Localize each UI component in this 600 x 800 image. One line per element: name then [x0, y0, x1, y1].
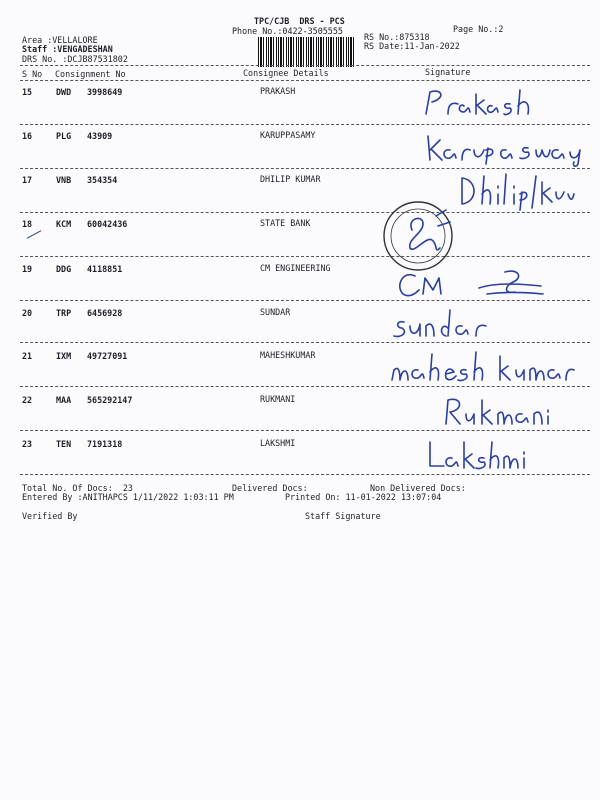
signature-prakash [420, 84, 560, 120]
row-divider [20, 256, 590, 257]
signature-maheshkumar [388, 350, 576, 386]
row-divider [20, 124, 590, 125]
row-consignment-code: VNB [56, 175, 72, 185]
col-header-signature: Signature [425, 67, 471, 77]
row-sno: 20 [22, 308, 33, 318]
row-divider [20, 342, 590, 343]
staff-label: Staff :VENGADESHAN [22, 44, 113, 54]
row-consignment-code: MAA [56, 395, 72, 405]
signature-cm-engineering [393, 264, 563, 304]
row-consignment-number: 6456928 [87, 308, 123, 318]
entered-by: Entered By :ANITHAPCS 1/11/2022 1:03:11 PM [22, 492, 234, 502]
rs-number: RS No.:875318 [364, 32, 430, 42]
signature-dhilip-kumar [456, 172, 576, 212]
staff-signature-label: Staff Signature [305, 511, 381, 521]
row-sno: 21 [22, 351, 33, 361]
row-consignee: SUNDAR [260, 307, 291, 317]
row-consignee: MAHESHKUMAR [260, 350, 316, 360]
row-consignment-number: 49727091 [87, 351, 128, 361]
row-sno: 22 [22, 395, 33, 405]
col-header-sno: S No [22, 69, 43, 79]
row-sno: 16 [22, 131, 33, 141]
area-label: Area :VELLALORE [22, 35, 98, 45]
delivered-docs: Delivered Docs: [232, 483, 308, 493]
signature-sundar [392, 306, 502, 344]
page-number: Page No.:2 [453, 24, 504, 34]
row-divider [20, 212, 590, 213]
printed-on: Printed On: 11-01-2022 13:07:04 [285, 492, 442, 502]
row-sno: 15 [22, 87, 33, 97]
verified-by: Verified By [22, 511, 78, 521]
row-consignment-code: KCM [56, 219, 72, 229]
row-consignment-number: 3998649 [87, 87, 123, 97]
row-divider [20, 386, 590, 387]
barcode [258, 37, 356, 67]
row-consignee: RUKMANI [260, 394, 296, 404]
rs-date: RS Date:11-Jan-2022 [364, 41, 460, 51]
row-consignee: CM ENGINEERING [260, 263, 331, 273]
row-consignment-number: 565292147 [87, 395, 133, 405]
col-header-consignment: Consignment No [55, 69, 126, 79]
divider [20, 474, 590, 475]
non-delivered-docs: Non Delivered Docs: [370, 483, 466, 493]
row-consignment-number: 60042436 [87, 219, 128, 229]
row-consignment-code: TRP [56, 308, 72, 318]
row-consignee: PRAKASH [260, 86, 296, 96]
row-divider [20, 430, 590, 431]
row-consignment-number: 354354 [87, 175, 118, 185]
drs-number: DRS No. :DCJB87531802 [22, 54, 128, 64]
row-sno: 18 [22, 219, 33, 229]
row-consignment-code: PLG [56, 131, 72, 141]
row-divider [20, 168, 590, 169]
row-consignment-code: DWD [56, 87, 72, 97]
col-header-consignee: Consignee Details [243, 68, 329, 78]
row-sno: 23 [22, 439, 33, 449]
row-consignment-code: TEN [56, 439, 72, 449]
row-consignment-code: DDG [56, 264, 72, 274]
row-consignee: STATE BANK [260, 218, 311, 228]
row-consignment-number: 7191318 [87, 439, 123, 449]
document-title: TPC/CJB DRS - PCS [254, 16, 345, 26]
phone-number: Phone No.:0422-3505555 [232, 26, 343, 36]
row-sno: 17 [22, 175, 33, 185]
divider [20, 80, 590, 81]
check-mark [27, 230, 42, 238]
row-consignee: LAKSHMI [260, 438, 296, 448]
signature-rukmani [440, 394, 560, 430]
signature-karuppasamy [424, 130, 589, 166]
row-consignment-number: 43909 [87, 131, 113, 141]
signature-lakshmi [426, 438, 536, 472]
row-consignee: KARUPPASAMY [260, 130, 316, 140]
divider [20, 65, 590, 66]
row-consignee: DHILIP KUMAR [260, 174, 321, 184]
total-docs: Total No. Of Docs: 23 [22, 483, 133, 493]
row-consignment-code: IXM [56, 351, 72, 361]
row-consignment-number: 4118851 [87, 264, 123, 274]
row-sno: 19 [22, 264, 33, 274]
